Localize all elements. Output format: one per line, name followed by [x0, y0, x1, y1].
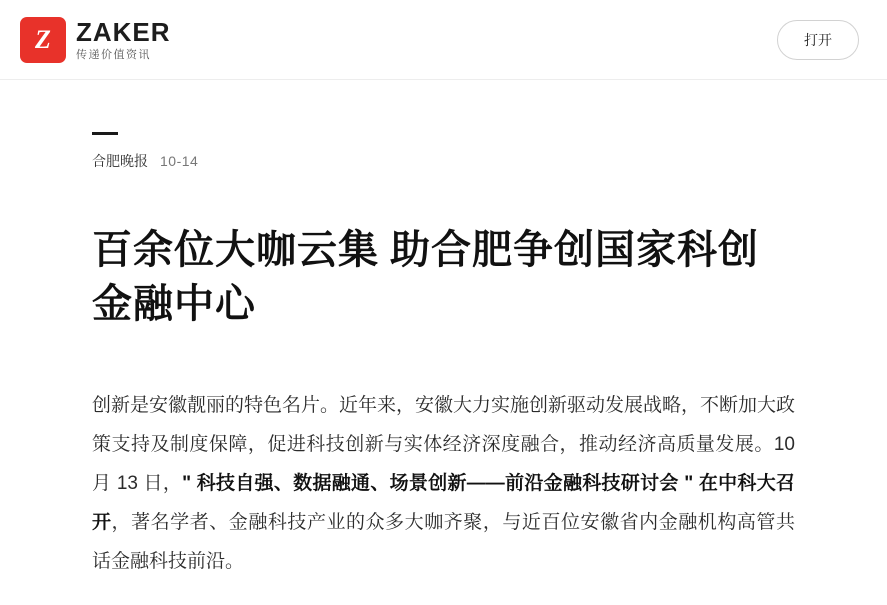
open-app-button[interactable]: 打开	[777, 20, 859, 60]
article-body	[92, 387, 795, 582]
site-header	[0, 0, 887, 80]
zaker-logo-icon	[20, 17, 66, 63]
article-container	[0, 132, 887, 582]
article-source: 合肥晚报	[92, 153, 148, 169]
brand-text	[76, 16, 171, 61]
page-title: 百余位大咖云集 助合肥争创国家科创金融中心	[92, 227, 759, 326]
paragraph-emphasis: " 科技自强、数据融通、场景创新——前沿金融科技研讨会 " 在中科大召开	[92, 472, 795, 533]
article-meta	[92, 151, 795, 171]
brand-slogan: 传递价值资讯	[76, 48, 151, 61]
paragraph-part-2: ，著名学者、金融科技产业的众多大咖齐聚，与近百位安徽省内金融机构高管共话金融科技前沿。	[92, 511, 795, 572]
brand-logo[interactable]	[20, 17, 171, 63]
paragraph-part-1: 创新是安徽靓丽的特色名片。近年来，安徽大力实施创新驱动发展战略，不断加大政策支持及制度保障，促进科技创新与实体经济深度融合，推动经济高质量发展。10 月 13 日，	[92, 395, 796, 494]
logo-letter: Z	[35, 24, 51, 54]
title-divider	[92, 132, 118, 135]
brand-name: ZAKER	[76, 16, 171, 47]
article-date: 10-14	[160, 153, 199, 169]
